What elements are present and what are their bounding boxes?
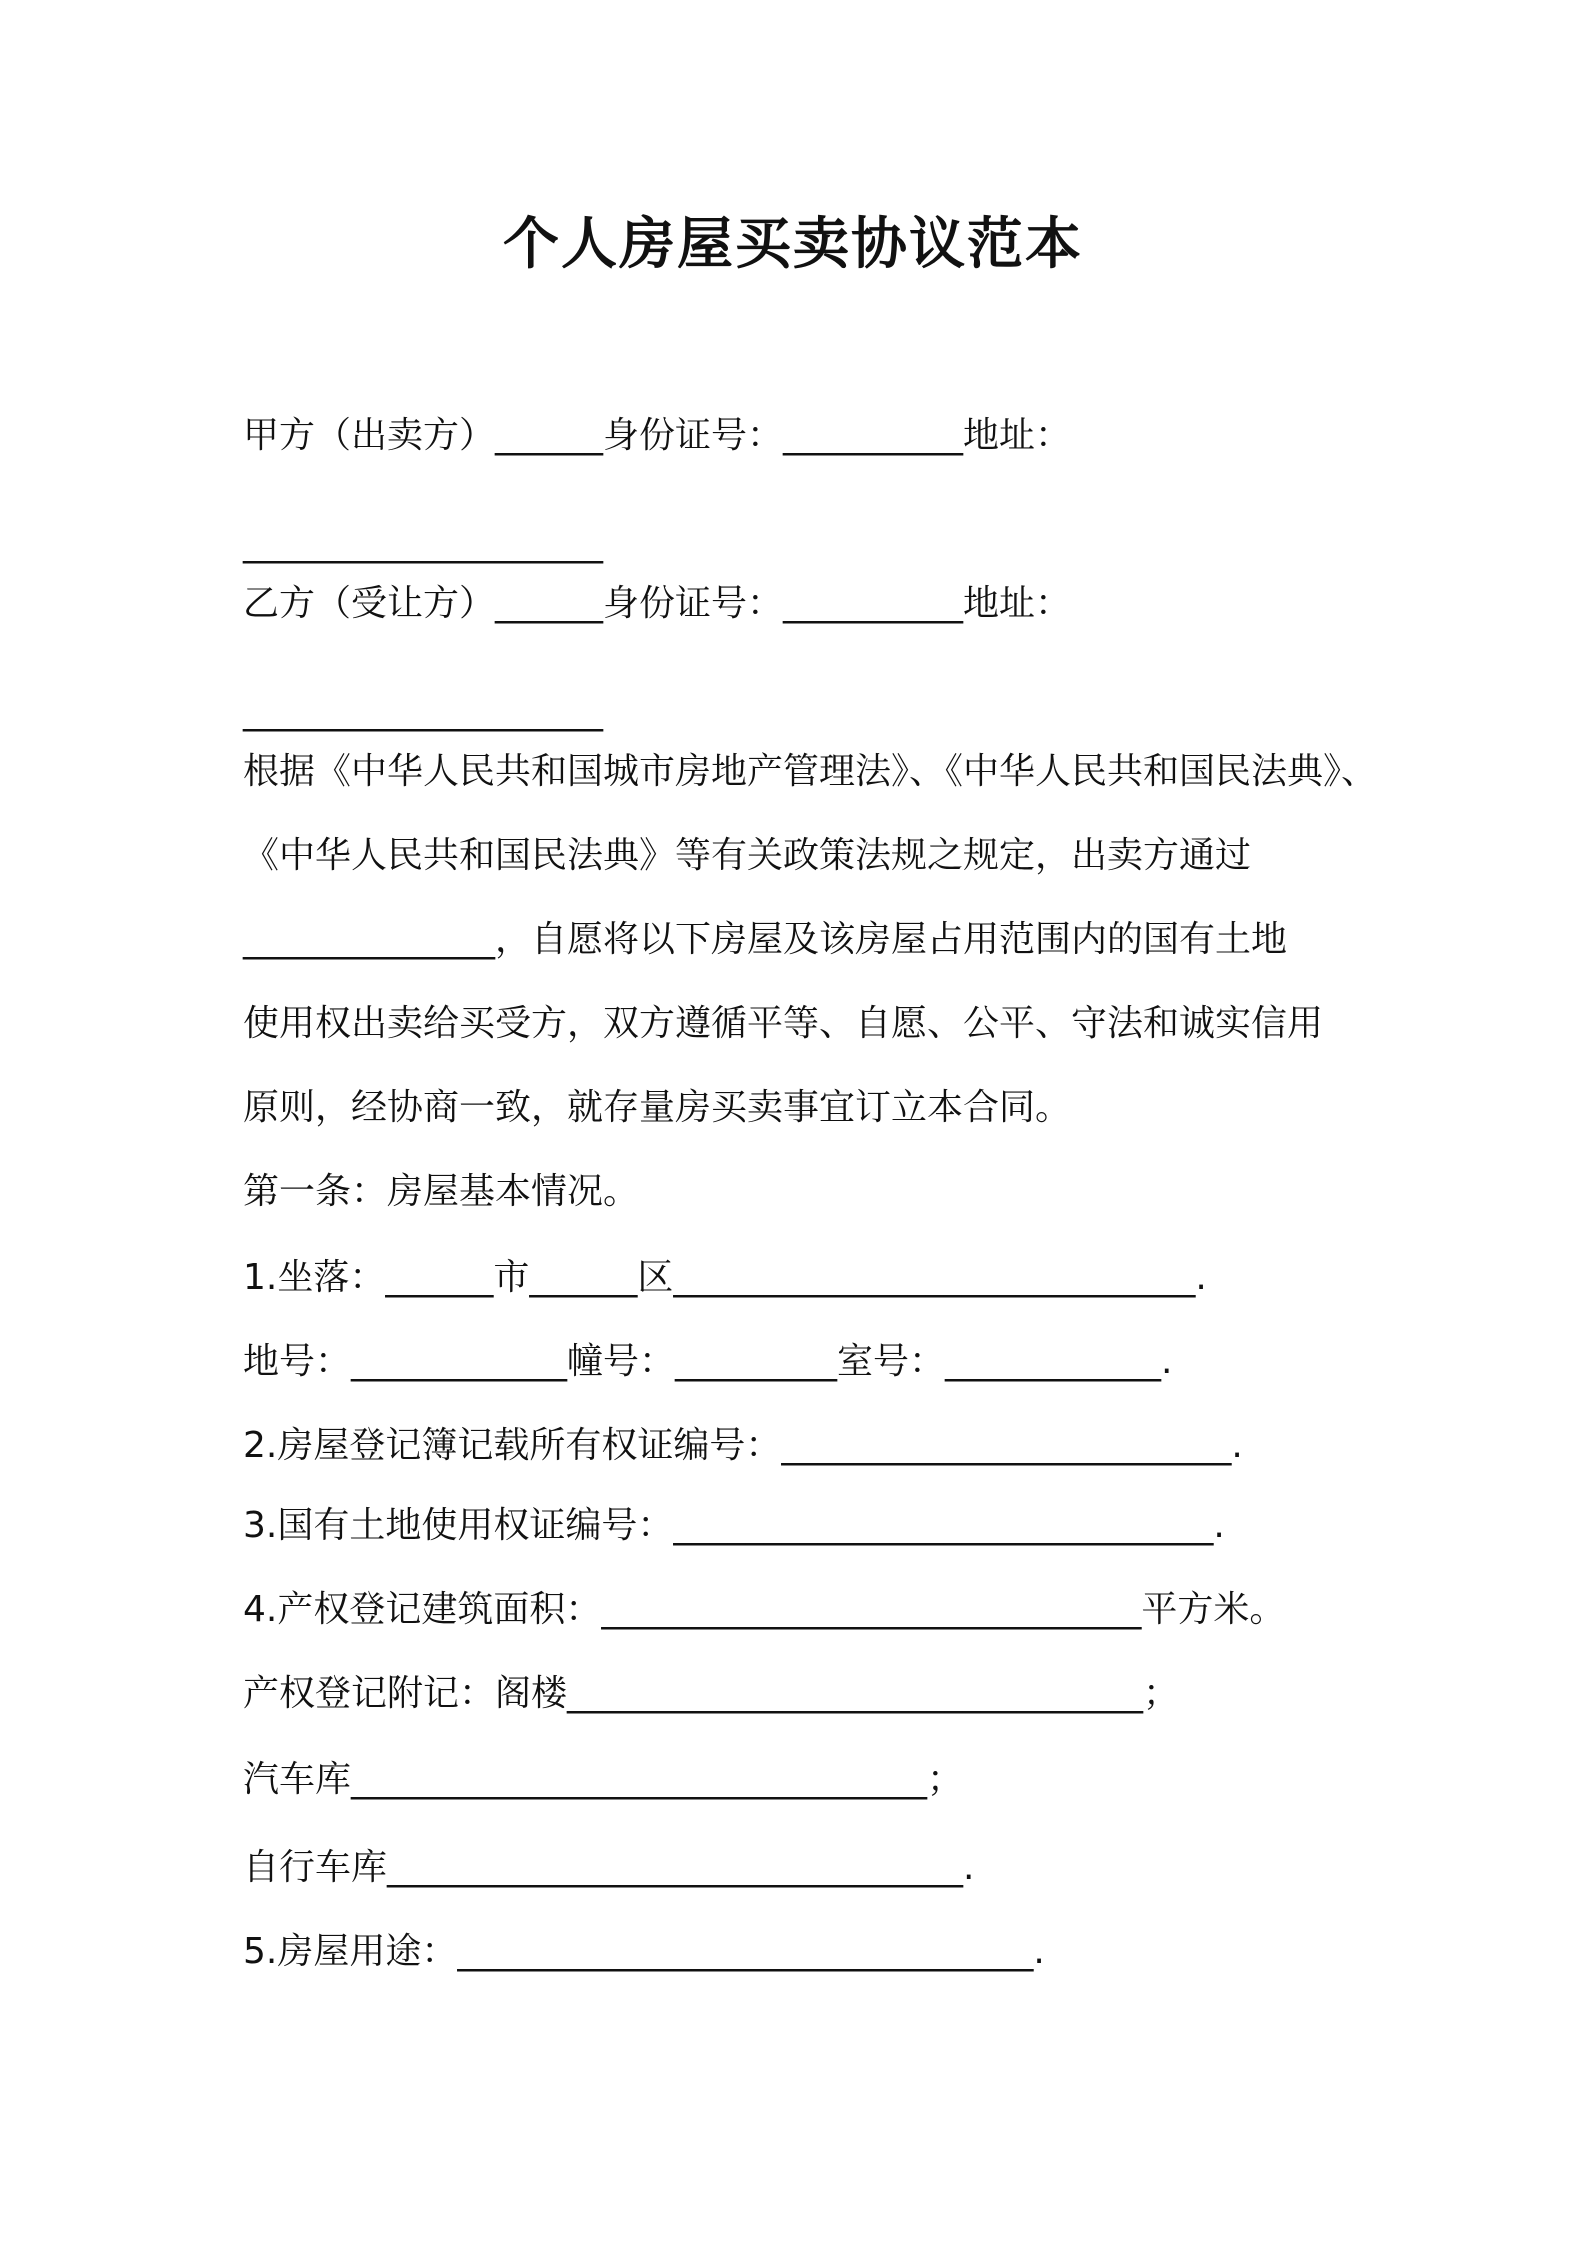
article-1-heading: 第一条：房屋基本情况。 [243,1171,640,1212]
party-a-address-blank: ____________________ [243,523,603,564]
document-title: 个人房屋买卖协议范本 [503,212,1083,277]
party-a-line: 甲方（出卖方）______身份证号：__________地址： [243,415,1072,456]
ownership-certificate-line: 2.房屋登记簿记载所有权证编号：_________________________. [243,1425,1243,1466]
preamble-line-4: 使用权出卖给买受方，双方遵循平等、自愿、公平、守法和诚实信用 [243,1003,1324,1044]
preamble-line-3: ______________，自愿将以下房屋及该房屋占用范围内的国有土地 [243,919,1288,960]
preamble-line-1: 根据《中华人民共和国城市房地产管理法》、《中华人民共和国民法典》、 [243,751,1378,792]
bicycle-garage-line: 自行车库________________________________. [243,1847,975,1888]
preamble-line-5: 原则，经协商一致，就存量房买卖事宜订立本合同。 [243,1087,1072,1128]
lot-building-room-line: 地号：____________幢号：_________室号：____________. [243,1341,1173,1382]
land-use-certificate-line: 3.国有土地使用权证编号：______________________________. [243,1505,1225,1546]
party-b-line: 乙方（受让方）______身份证号：__________地址： [243,583,1072,624]
preamble-line-2: 《中华人民共和国民法典》等有关政策法规之规定，出卖方通过 [243,835,1252,876]
party-b-address-blank: ____________________ [243,691,603,732]
attic-line: 产权登记附记：阁楼________________________________； [243,1673,1180,1714]
floor-area-line: 4.产权登记建筑面积：______________________________平方米。 [243,1589,1286,1630]
location-line: 1.坐落：______市______区_____________________________. [243,1257,1207,1298]
garage-line: 汽车库________________________________； [243,1759,964,1800]
house-use-line: 5.房屋用途：________________________________. [243,1931,1045,1972]
